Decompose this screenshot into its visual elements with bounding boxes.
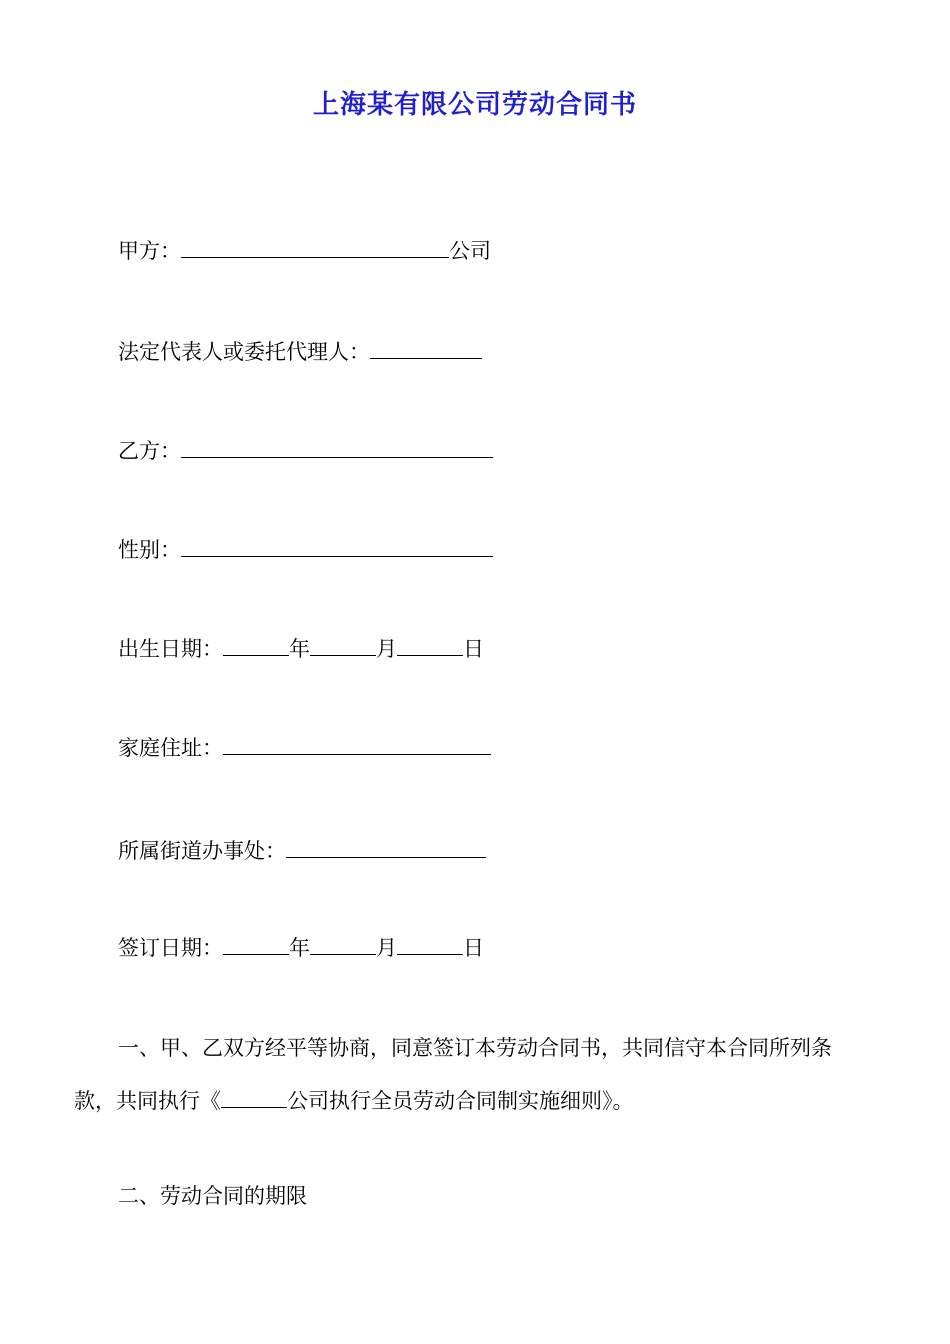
month-label: 月: [376, 637, 397, 661]
year-label: 年: [289, 637, 310, 661]
blank-line[interactable]: [181, 237, 449, 258]
blank-line[interactable]: [181, 437, 493, 458]
field-label: 法定代表人或委托代理人：: [118, 340, 370, 364]
field-label: 所属街道办事处：: [118, 839, 286, 863]
clause-1-pre: 款，共同执行《: [74, 1089, 221, 1113]
day-label: 日: [463, 637, 484, 661]
blank-line[interactable]: [370, 338, 482, 359]
month-label: 月: [376, 936, 397, 960]
clause-1: [74, 1022, 884, 1128]
clause-1-line-1: 一、甲、乙双方经平等协商，同意签订本劳动合同书，共同信守本合同所列条: [118, 1036, 832, 1060]
field-birth-date: [118, 634, 484, 664]
year-label: 年: [289, 936, 310, 960]
blank-line[interactable]: [181, 536, 493, 557]
blank-month[interactable]: [310, 934, 376, 955]
blank-day[interactable]: [397, 635, 463, 656]
field-label: 家庭住址：: [118, 736, 223, 760]
blank-year[interactable]: [223, 635, 289, 656]
day-label: 日: [463, 936, 484, 960]
blank-day[interactable]: [397, 934, 463, 955]
clause-1-post: 公司执行全员劳动合同制实施细则》。: [287, 1089, 634, 1113]
field-signing-date: [118, 933, 484, 963]
blank-line[interactable]: [286, 837, 486, 858]
document-title: 上海某有限公司劳动合同书: [312, 90, 637, 120]
field-label: 出生日期：: [118, 637, 223, 661]
field-suffix: 公司: [449, 239, 491, 263]
field-label: 甲方：: [118, 239, 181, 263]
field-label: 签订日期：: [118, 936, 223, 960]
field-party-b: [118, 436, 493, 466]
blank-line[interactable]: [223, 734, 491, 755]
field-label: 乙方：: [118, 439, 181, 463]
blank-company[interactable]: [221, 1087, 287, 1108]
clause-2-heading: 二、劳动合同的期限: [118, 1184, 307, 1208]
clause-1-line-2: [74, 1075, 884, 1128]
field-gender: [118, 535, 493, 565]
field-label: 性别：: [118, 538, 181, 562]
field-home-address: [118, 733, 491, 763]
field-street-office: [118, 836, 486, 866]
field-party-a: [118, 236, 491, 266]
blank-year[interactable]: [223, 934, 289, 955]
field-legal-representative: [118, 337, 482, 367]
blank-month[interactable]: [310, 635, 376, 656]
